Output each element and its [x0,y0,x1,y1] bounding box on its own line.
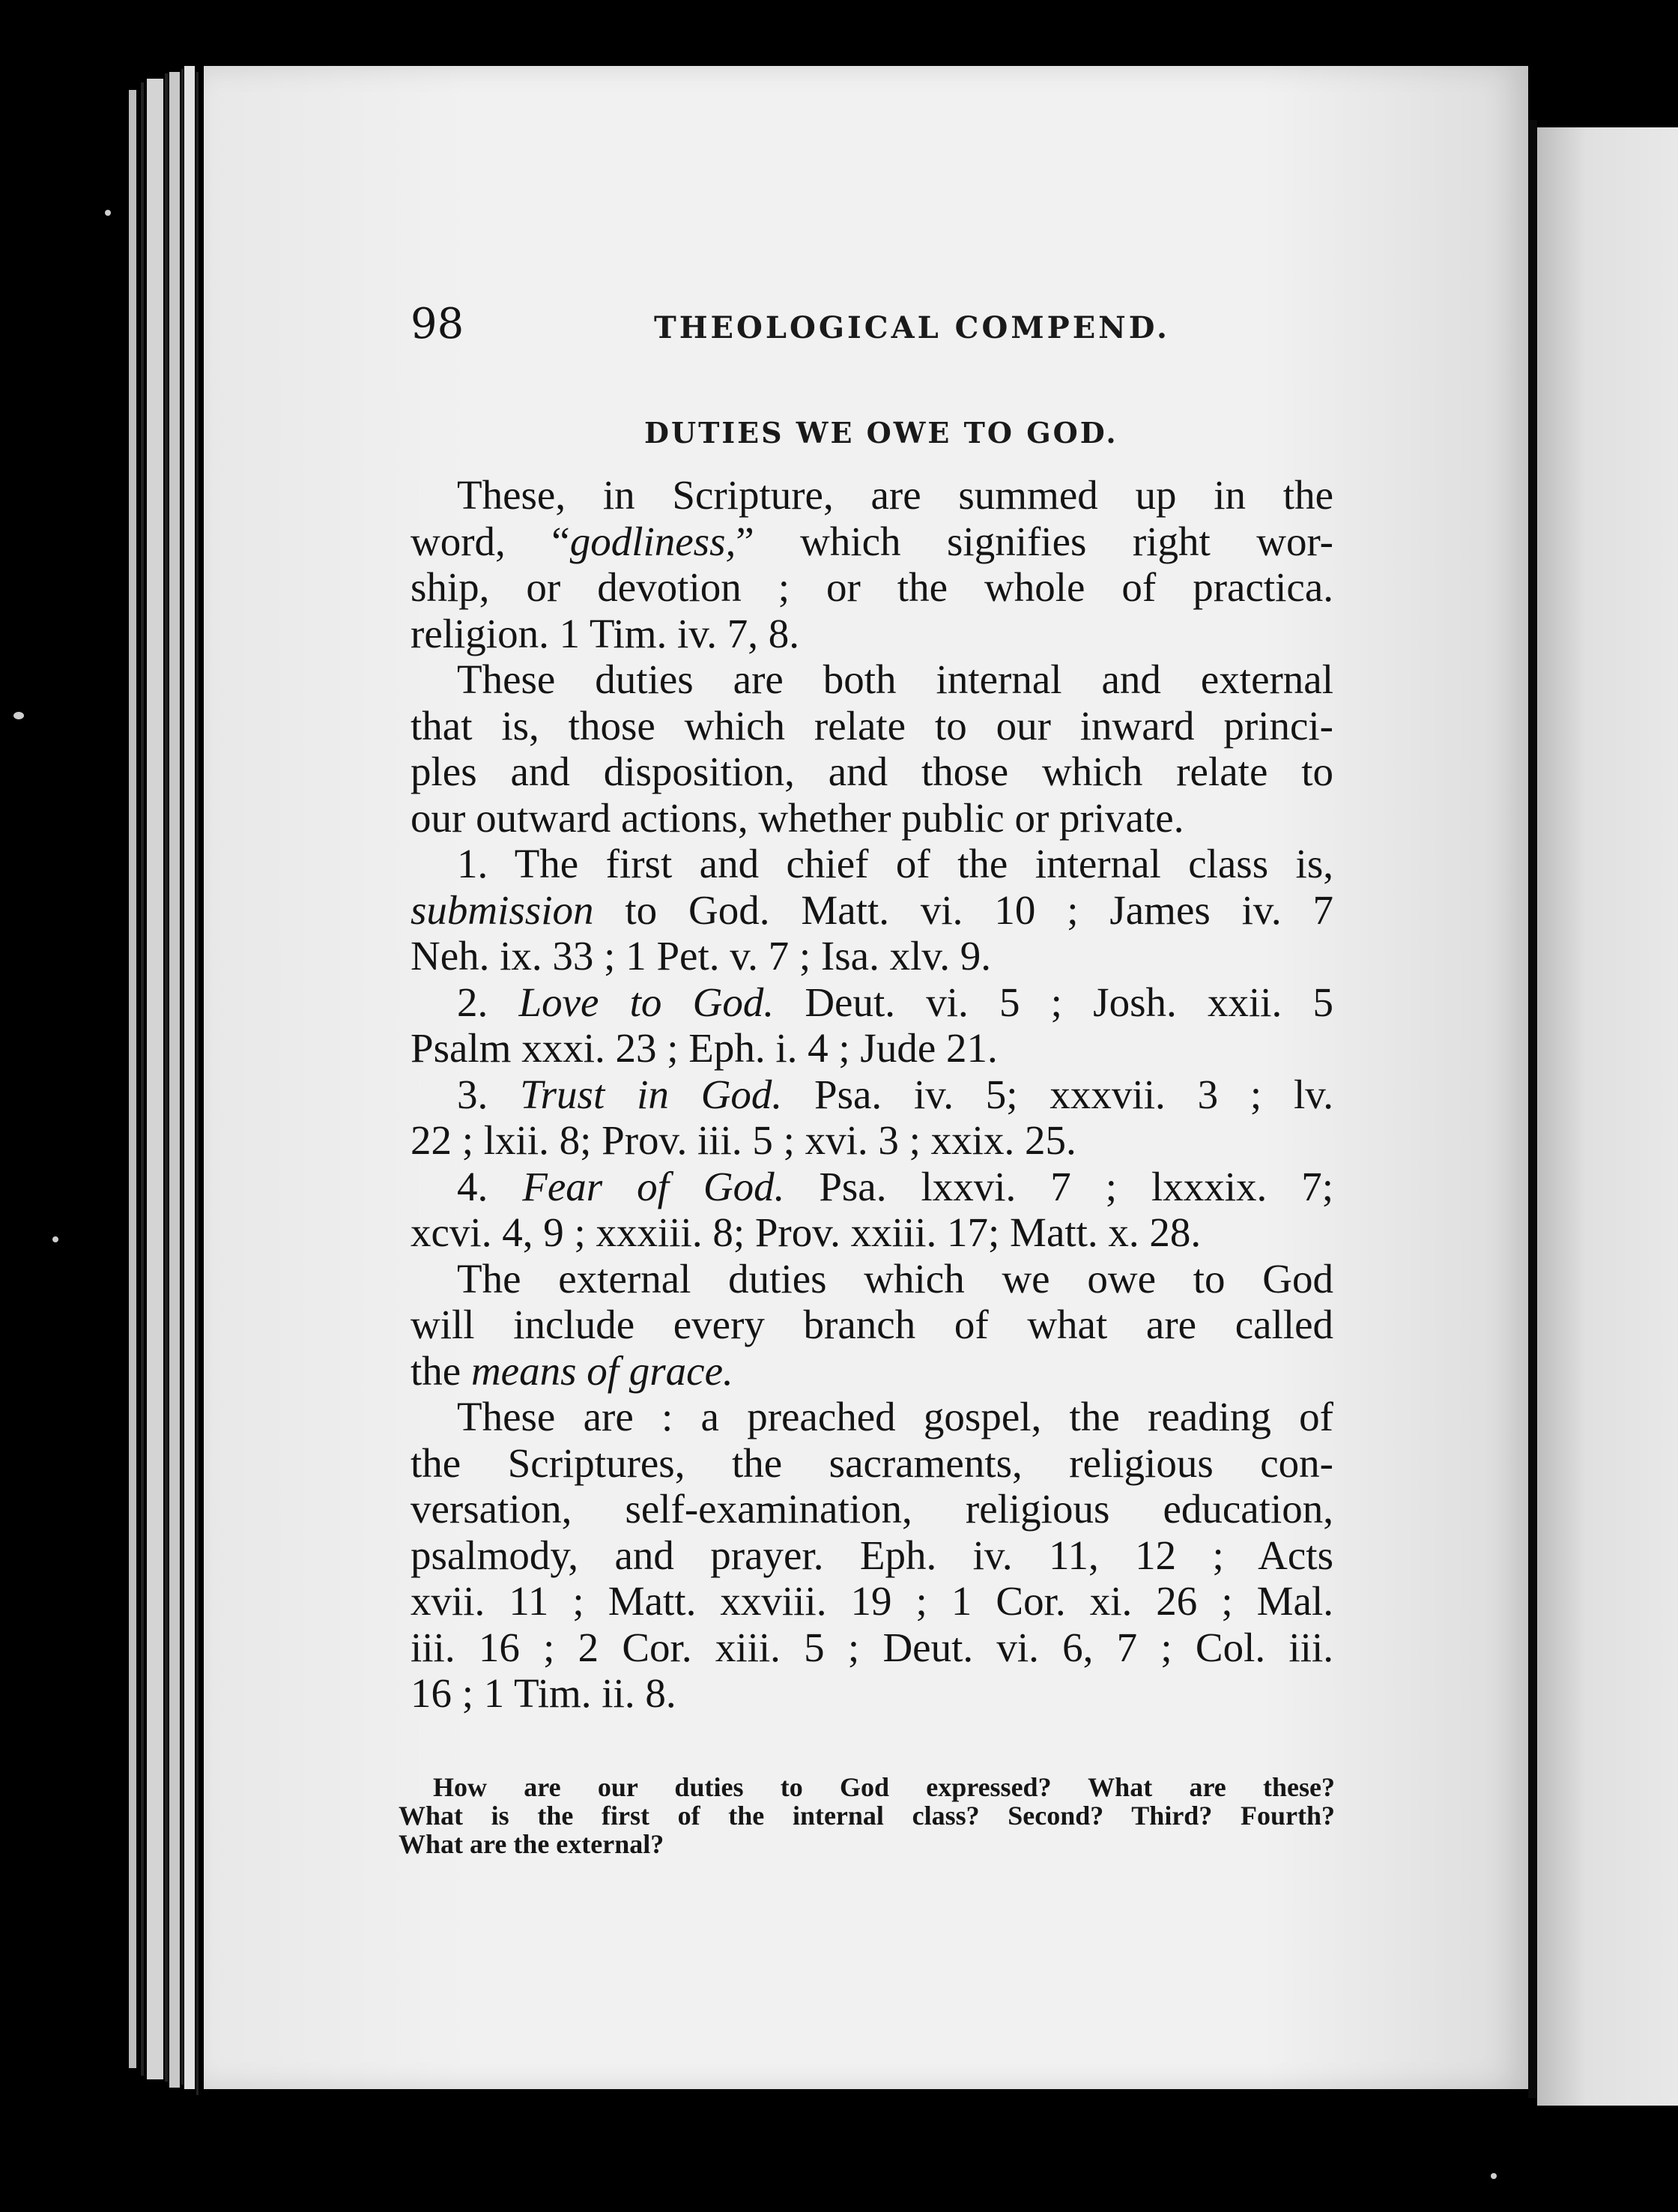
italic-text: Love to God. [518,979,775,1025]
running-head [411,298,1332,358]
text-segment: the Scriptures, the sacraments, religious con- [411,1439,1333,1486]
text-line [411,519,1333,565]
text-segment: xvii. 11 ; Matt. xxviii. 19 ; 1 Cor. xi. 26 ; Mal. [411,1578,1333,1624]
text-segment: to God. Matt. vi. 10 ; James iv. 7 [593,886,1333,933]
text-segment: Psalm xxxi. 23 ; Eph. i. 4 ; Jude 21. [411,1025,998,1071]
text-segment: xcvi. 4, 9 ; xxxiii. 8; Prov. xxiii. 17; Matt. x. 28. [411,1209,1202,1255]
text-segment: will include every branch of what are called [411,1302,1333,1347]
text-segment: Deut. vi. 5 ; Josh. xxii. 5 [774,979,1334,1025]
italic-text: means of grace. [470,1347,733,1394]
text-segment: 16 ; 1 Tim. ii. 8. [411,1670,676,1716]
text-segment: These, in Scripture, are summed up in the [457,472,1333,518]
text-segment: ” which signifies right wor- [736,518,1333,564]
text-line [411,1578,1333,1625]
review-questions [399,1773,1335,1858]
section-heading: DUTIES WE OWE TO GOD. [644,416,1118,450]
text-segment: Neh. ix. 33 ; 1 Pet. v. 7 ; Isa. xlv. 9. [411,933,992,979]
book-page-edge [184,66,195,2089]
text-line [411,749,1333,795]
text-line [411,1025,1333,1072]
italic-text: submission [411,886,594,933]
book-edge-line [181,69,184,2085]
scan-speck [105,210,111,216]
text-line [411,1209,1333,1256]
text-segment: word, “ [411,518,570,564]
text-line [411,1486,1333,1532]
text-line [411,1302,1333,1348]
text-line [411,1256,1333,1302]
scan-speck [1491,2173,1497,2179]
question-line: What is the first of the internal class? Second? Third? Fourth? [399,1801,1335,1831]
text-segment: ples and disposition, and those which relate to [411,749,1333,794]
italic-text: godliness, [569,518,736,564]
text-line [411,1440,1333,1487]
text-line [411,887,1333,934]
text-line [411,1394,1333,1440]
text-line [411,1625,1333,1671]
book-gutter [1528,120,1537,2098]
book-edge-line [165,73,168,2082]
text-line [411,1072,1333,1118]
text-line [411,1117,1333,1164]
text-segment: religion. 1 Tim. iv. 7, 8. [411,610,800,656]
text-line [411,472,1333,519]
italic-text: Fear of God. [522,1163,785,1209]
text-line [411,795,1333,841]
book-edge-line [196,72,199,2095]
text-segment: 1. The first and chief of the internal class is, [457,841,1333,886]
book-page-edge [129,90,136,2068]
text-line [411,1348,1333,1394]
text-segment: The external duties which we owe to God [457,1255,1333,1302]
text-segment: These duties are both internal and external [457,656,1333,702]
text-line [411,1164,1333,1210]
text-line [411,564,1333,611]
text-segment: versation, self-examination, religious education, [411,1486,1333,1532]
text-line [411,933,1333,979]
text-line [411,703,1333,749]
italic-text: Trust in God. [520,1071,783,1117]
text-line [411,656,1333,703]
text-segment: Psa. iv. 5; xxxvii. 3 ; lv. [782,1071,1333,1117]
text-segment: the [411,1347,471,1394]
scan-speck [13,712,24,719]
text-line [411,1670,1333,1717]
book-page-edge [147,79,163,2079]
running-title: THEOLOGICAL COMPEND. [654,310,1170,345]
text-line [411,979,1333,1026]
text-segment: iii. 16 ; 2 Cor. xiii. 5 ; Deut. vi. 6, 7 ; Col. iii. [411,1624,1333,1670]
text-segment: These are : a preached gospel, the reading of [457,1394,1333,1439]
page-number: 98 [411,300,464,348]
question-line: How are our duties to God expressed? What are these? [433,1772,1335,1802]
text-segment: psalmody, and prayer. Eph. iv. 11, 12 ; Acts [411,1532,1333,1578]
book-page-edge [169,72,180,2088]
text-line [411,841,1333,887]
body-text [411,472,1333,1717]
text-segment: ship, or devotion ; or the whole of practica. [411,564,1333,610]
book-edge-line [141,82,144,2076]
text-segment: 2. [457,979,519,1025]
text-segment: 22 ; lxii. 8; Prov. iii. 5 ; xvi. 3 ; xxix. 25. [411,1117,1076,1163]
scan-speck [52,1236,58,1242]
facing-page-edge [1537,127,1678,2106]
text-segment: that is, those which relate to our inward princi- [411,702,1333,749]
question-line: What are the external? [399,1829,664,1859]
text-segment: 4. [457,1163,523,1209]
text-segment: our outward actions, whether public or private. [411,794,1184,841]
text-segment: 3. [457,1071,521,1117]
text-line [411,611,1333,657]
text-line [411,1532,1333,1579]
text-segment: Psa. lxxvi. 7 ; lxxxix. 7; [784,1163,1334,1209]
